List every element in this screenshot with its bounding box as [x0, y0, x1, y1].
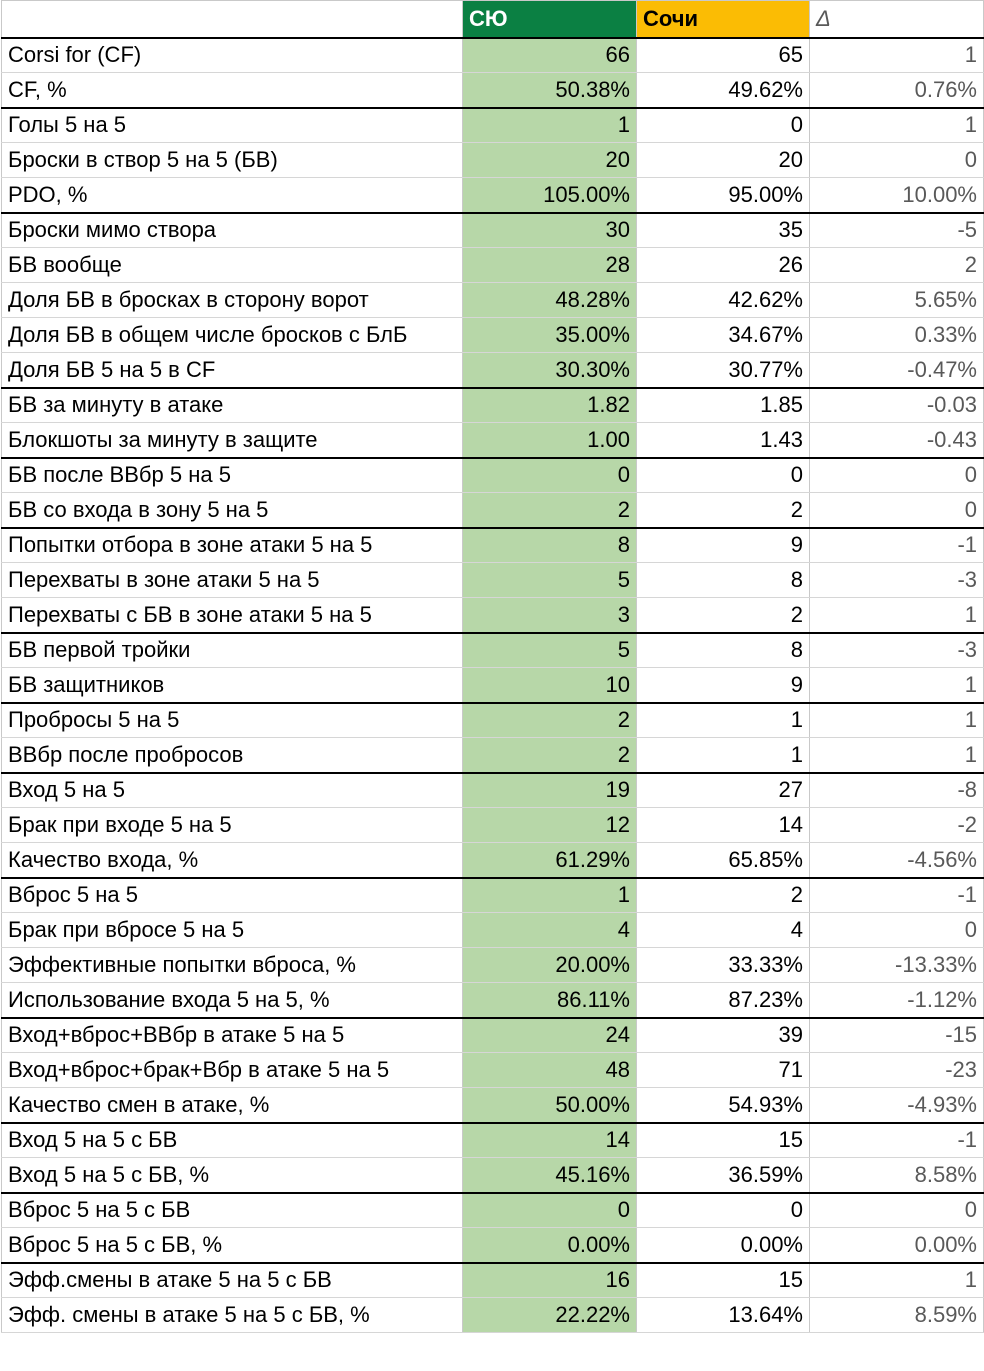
team1-value-cell[interactable]: 2 [463, 493, 637, 528]
team1-value-cell[interactable]: 3 [463, 598, 637, 633]
table-row [2, 213, 984, 248]
team2-value-cell[interactable]: 71 [637, 1053, 810, 1088]
metric-label-cell[interactable]: Голы 5 на 5 [2, 108, 463, 143]
metric-label-cell[interactable]: Блокшоты за минуту в защите [2, 423, 463, 458]
delta-header[interactable]: Δ [810, 1, 984, 38]
metric-label-cell[interactable]: Броски мимо створа [2, 213, 463, 248]
table-row [2, 1158, 984, 1193]
delta-value-cell[interactable]: 0 [810, 1193, 984, 1228]
team1-value-cell[interactable]: 61.29% [463, 843, 637, 878]
team1-value-cell[interactable]: 1.00 [463, 423, 637, 458]
metric-label-cell[interactable]: Брак при вбросе 5 на 5 [2, 913, 463, 948]
delta-value-cell[interactable]: 0 [810, 913, 984, 948]
delta-value-cell[interactable]: 0 [810, 493, 984, 528]
table-row [2, 598, 984, 633]
metric-label-cell[interactable]: Попытки отбора в зоне атаки 5 на 5 [2, 528, 463, 563]
team1-value-cell[interactable]: 45.16% [463, 1158, 637, 1193]
table-row [2, 1018, 984, 1053]
table-row [2, 1193, 984, 1228]
table-row [2, 38, 984, 73]
team1-value-cell[interactable]: 4 [463, 913, 637, 948]
metric-label-cell[interactable]: Использование входа 5 на 5, % [2, 983, 463, 1018]
team1-value-cell[interactable]: 22.22% [463, 1298, 637, 1333]
delta-value-cell[interactable]: 1 [810, 1263, 984, 1298]
delta-value-cell[interactable]: -1 [810, 878, 984, 913]
team1-value-cell[interactable]: 105.00% [463, 178, 637, 213]
delta-value-cell[interactable]: 1 [810, 703, 984, 738]
header-empty-cell[interactable] [2, 1, 463, 38]
team1-value-cell[interactable]: 30.30% [463, 353, 637, 388]
table-row [2, 703, 984, 738]
table-row [2, 913, 984, 948]
team2-value-cell[interactable]: 9 [637, 668, 810, 703]
delta-value-cell[interactable]: 1 [810, 108, 984, 143]
team2-value-cell[interactable]: 15 [637, 1123, 810, 1158]
table-row [2, 668, 984, 703]
metric-label-cell[interactable]: Доля БВ в общем числе бросков с БлБ [2, 318, 463, 353]
table-row [2, 983, 984, 1018]
team1-value-cell[interactable]: 66 [463, 38, 637, 73]
delta-value-cell[interactable]: -3 [810, 633, 984, 668]
team1-value-cell[interactable]: 2 [463, 703, 637, 738]
metric-label-cell[interactable]: БВ защитников [2, 668, 463, 703]
team1-value-cell[interactable]: 86.11% [463, 983, 637, 1018]
team2-value-cell[interactable]: 1.85 [637, 388, 810, 423]
team2-value-cell[interactable]: 2 [637, 878, 810, 913]
metric-label-cell[interactable]: Перехваты с БВ в зоне атаки 5 на 5 [2, 598, 463, 633]
team2-value-cell[interactable]: 2 [637, 493, 810, 528]
team2-value-cell[interactable]: 49.62% [637, 73, 810, 108]
table-row [2, 808, 984, 843]
delta-value-cell[interactable]: 10.00% [810, 178, 984, 213]
metric-label-cell[interactable]: Вход+вброс+брак+Вбр в атаке 5 на 5 [2, 1053, 463, 1088]
team1-value-cell[interactable]: 48.28% [463, 283, 637, 318]
metric-label-cell[interactable]: Эфф.смены в атаке 5 на 5 с БВ [2, 1263, 463, 1298]
team2-value-cell[interactable]: 1.43 [637, 423, 810, 458]
table-row [2, 248, 984, 283]
delta-value-cell[interactable]: 5.65% [810, 283, 984, 318]
table-row [2, 283, 984, 318]
team1-value-cell[interactable]: 1.82 [463, 388, 637, 423]
delta-value-cell[interactable]: -0.43 [810, 423, 984, 458]
team1-value-cell[interactable]: 0 [463, 1193, 637, 1228]
team2-value-cell[interactable]: 36.59% [637, 1158, 810, 1193]
table-row [2, 143, 984, 178]
team1-value-cell[interactable]: 16 [463, 1263, 637, 1298]
team2-value-cell[interactable]: 34.67% [637, 318, 810, 353]
team2-value-cell[interactable]: 8 [637, 563, 810, 598]
metric-label-cell[interactable]: Броски в створ 5 на 5 (БВ) [2, 143, 463, 178]
team2-value-cell[interactable]: 4 [637, 913, 810, 948]
delta-value-cell[interactable]: 1 [810, 598, 984, 633]
metric-label-cell[interactable]: Качество смен в атаке, % [2, 1088, 463, 1123]
team2-value-cell[interactable]: 14 [637, 808, 810, 843]
delta-value-cell[interactable]: -2 [810, 808, 984, 843]
delta-value-cell[interactable]: 2 [810, 248, 984, 283]
team1-value-cell[interactable]: 2 [463, 738, 637, 773]
team2-value-cell[interactable]: 1 [637, 703, 810, 738]
table-row [2, 843, 984, 878]
team1-value-cell[interactable]: 30 [463, 213, 637, 248]
delta-value-cell[interactable]: 8.58% [810, 1158, 984, 1193]
delta-value-cell[interactable]: 1 [810, 738, 984, 773]
metric-label-cell[interactable]: Перехваты в зоне атаки 5 на 5 [2, 563, 463, 598]
metric-label-cell[interactable]: БВ за минуту в атаке [2, 388, 463, 423]
team2-value-cell[interactable]: 87.23% [637, 983, 810, 1018]
delta-value-cell[interactable]: -15 [810, 1018, 984, 1053]
team2-value-cell[interactable]: 35 [637, 213, 810, 248]
delta-value-cell[interactable]: -4.56% [810, 843, 984, 878]
team2-value-cell[interactable]: 42.62% [637, 283, 810, 318]
table-row [2, 493, 984, 528]
team2-value-cell[interactable]: 15 [637, 1263, 810, 1298]
team1-value-cell[interactable]: 50.38% [463, 73, 637, 108]
table-row [2, 178, 984, 213]
delta-value-cell[interactable]: 0.33% [810, 318, 984, 353]
metric-label-cell[interactable]: Доля БВ 5 на 5 в CF [2, 353, 463, 388]
team2-value-cell[interactable]: 9 [637, 528, 810, 563]
delta-value-cell[interactable]: -0.47% [810, 353, 984, 388]
header-row [2, 1, 984, 38]
team1-value-cell[interactable]: 14 [463, 1123, 637, 1158]
team1-value-cell[interactable]: 8 [463, 528, 637, 563]
metric-label-cell[interactable]: Вход+вброс+ВВбр в атаке 5 на 5 [2, 1018, 463, 1053]
team2-value-cell[interactable]: 8 [637, 633, 810, 668]
team2-value-cell[interactable]: 1 [637, 738, 810, 773]
metric-label-cell[interactable]: Вход 5 на 5 [2, 773, 463, 808]
table-row [2, 1228, 984, 1263]
metric-label-cell[interactable]: Вброс 5 на 5 с БВ [2, 1193, 463, 1228]
team2-value-cell[interactable]: 0 [637, 1193, 810, 1228]
delta-value-cell[interactable]: 0.76% [810, 73, 984, 108]
team2-value-cell[interactable]: 39 [637, 1018, 810, 1053]
team2-header[interactable]: Сочи [637, 1, 810, 38]
team1-value-cell[interactable]: 1 [463, 878, 637, 913]
metric-label-cell[interactable]: БВ вообще [2, 248, 463, 283]
metric-label-cell[interactable]: БВ со входа в зону 5 на 5 [2, 493, 463, 528]
delta-value-cell[interactable]: -23 [810, 1053, 984, 1088]
team1-value-cell[interactable]: 5 [463, 563, 637, 598]
metric-label-cell[interactable]: PDO, % [2, 178, 463, 213]
team1-value-cell[interactable]: 48 [463, 1053, 637, 1088]
team2-value-cell[interactable]: 0 [637, 108, 810, 143]
metric-label-cell[interactable]: БВ первой тройки [2, 633, 463, 668]
delta-value-cell[interactable]: -3 [810, 563, 984, 598]
delta-value-cell[interactable]: 1 [810, 668, 984, 703]
team2-value-cell[interactable]: 65.85% [637, 843, 810, 878]
table-row [2, 73, 984, 108]
metric-label-cell[interactable]: Вход 5 на 5 с БВ, % [2, 1158, 463, 1193]
metric-label-cell[interactable]: Брак при входе 5 на 5 [2, 808, 463, 843]
table-row [2, 878, 984, 913]
table-row [2, 1053, 984, 1088]
team1-value-cell[interactable]: 10 [463, 668, 637, 703]
delta-value-cell[interactable]: -1 [810, 528, 984, 563]
delta-value-cell[interactable]: 0.00% [810, 1228, 984, 1263]
team1-value-cell[interactable]: 0 [463, 458, 637, 493]
table-row [2, 1298, 984, 1333]
delta-value-cell[interactable]: 0 [810, 458, 984, 493]
metric-label-cell[interactable]: ВВбр после пробросов [2, 738, 463, 773]
team2-value-cell[interactable]: 13.64% [637, 1298, 810, 1333]
delta-value-cell[interactable]: 8.59% [810, 1298, 984, 1333]
team1-value-cell[interactable]: 24 [463, 1018, 637, 1053]
table-row [2, 1088, 984, 1123]
delta-value-cell[interactable]: 1 [810, 38, 984, 73]
team2-value-cell[interactable]: 0 [637, 458, 810, 493]
team1-value-cell[interactable]: 1 [463, 108, 637, 143]
delta-value-cell[interactable]: -5 [810, 213, 984, 248]
metric-label-cell[interactable]: Вброс 5 на 5 с БВ, % [2, 1228, 463, 1263]
team2-value-cell[interactable]: 20 [637, 143, 810, 178]
table-row [2, 423, 984, 458]
metric-label-cell[interactable]: Вброс 5 на 5 [2, 878, 463, 913]
team2-value-cell[interactable]: 0.00% [637, 1228, 810, 1263]
table-row [2, 563, 984, 598]
metric-label-cell[interactable]: Эфф. смены в атаке 5 на 5 с БВ, % [2, 1298, 463, 1333]
team2-value-cell[interactable]: 2 [637, 598, 810, 633]
team2-value-cell[interactable]: 30.77% [637, 353, 810, 388]
delta-value-cell[interactable]: -8 [810, 773, 984, 808]
metric-label-cell[interactable]: CF, % [2, 73, 463, 108]
table-row [2, 108, 984, 143]
team2-value-cell[interactable]: 65 [637, 38, 810, 73]
table-body [2, 1, 984, 1333]
delta-value-cell[interactable]: -1.12% [810, 983, 984, 1018]
delta-value-cell[interactable]: -13.33% [810, 948, 984, 983]
metric-label-cell[interactable]: Corsi for (CF) [2, 38, 463, 73]
team1-header[interactable]: СЮ [463, 1, 637, 38]
team2-value-cell[interactable]: 26 [637, 248, 810, 283]
team2-value-cell[interactable]: 54.93% [637, 1088, 810, 1123]
delta-value-cell[interactable]: 0 [810, 143, 984, 178]
team1-value-cell[interactable]: 35.00% [463, 318, 637, 353]
team1-value-cell[interactable]: 20.00% [463, 948, 637, 983]
team1-value-cell[interactable]: 12 [463, 808, 637, 843]
table-row [2, 528, 984, 563]
table-row [2, 738, 984, 773]
table-row [2, 458, 984, 493]
table-row [2, 388, 984, 423]
table-row [2, 353, 984, 388]
table-row [2, 1123, 984, 1158]
delta-value-cell[interactable]: -1 [810, 1123, 984, 1158]
metric-label-cell[interactable]: Качество входа, % [2, 843, 463, 878]
team2-value-cell[interactable]: 33.33% [637, 948, 810, 983]
metric-label-cell[interactable]: Вход 5 на 5 с БВ [2, 1123, 463, 1158]
table-row [2, 948, 984, 983]
metric-label-cell[interactable]: Доля БВ в бросках в сторону ворот [2, 283, 463, 318]
team1-value-cell[interactable]: 0.00% [463, 1228, 637, 1263]
stats-comparison-table [1, 0, 984, 1333]
team1-value-cell[interactable]: 19 [463, 773, 637, 808]
team1-value-cell[interactable]: 28 [463, 248, 637, 283]
metric-label-cell[interactable]: БВ после ВВбр 5 на 5 [2, 458, 463, 493]
delta-value-cell[interactable]: -4.93% [810, 1088, 984, 1123]
team2-value-cell[interactable]: 27 [637, 773, 810, 808]
table-row [2, 633, 984, 668]
team1-value-cell[interactable]: 50.00% [463, 1088, 637, 1123]
table-row [2, 1263, 984, 1298]
team1-value-cell[interactable]: 20 [463, 143, 637, 178]
team1-value-cell[interactable]: 5 [463, 633, 637, 668]
table-row [2, 318, 984, 353]
table-row [2, 773, 984, 808]
metric-label-cell[interactable]: Эффективные попытки вброса, % [2, 948, 463, 983]
team2-value-cell[interactable]: 95.00% [637, 178, 810, 213]
delta-value-cell[interactable]: -0.03 [810, 388, 984, 423]
metric-label-cell[interactable]: Пробросы 5 на 5 [2, 703, 463, 738]
